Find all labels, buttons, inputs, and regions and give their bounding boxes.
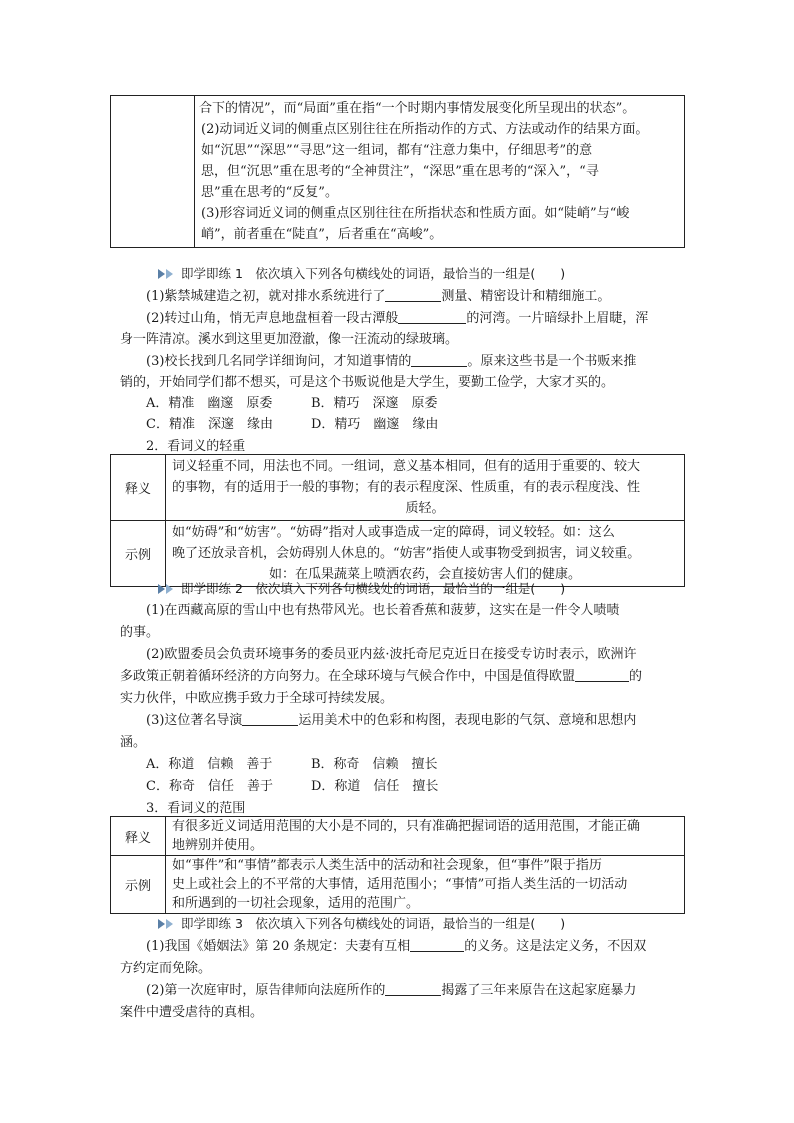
- example-line: 和所遇到的一切社会现象，适用的范围广。: [172, 896, 420, 911]
- arrow-marker-icon: [166, 584, 173, 594]
- definition-cell: [166, 455, 685, 521]
- table-line: 如“沉思”“深思”“寻思”这一组词，都有“注意力集中，仔细思考”的意: [201, 143, 593, 158]
- table-line: 思”重在思考的“反复”。: [201, 185, 338, 200]
- practice-1-sentence-2: (2)转过山角，悄无声息地盘桓着一段古潭般 的河湾。一片暗绿扑上眉睫，浑: [146, 311, 649, 326]
- practice-2-sentence-1: (1)在西藏高原的雪山中也有热带风光。也长着香蕉和菠萝，这实在是一件令人啧啧: [146, 603, 620, 618]
- section-3-heading: 3．看词义的范围: [146, 801, 246, 816]
- example-line: 如：在瓜果蔬菜上喷洒农药，会直接妨害人们的健康。: [268, 567, 581, 582]
- option-d[interactable]: D．称道 信任 擅长: [311, 779, 439, 794]
- answer-blank: [575, 668, 629, 682]
- example-line: 晚了还放录音机，会妨碍别人休息的。“妨害”指使人或事物受到损害，词义较重。: [172, 546, 641, 561]
- answer-blank: [398, 310, 466, 324]
- definition-label: 释义: [111, 455, 166, 521]
- practice-2-title: 即学即练 2 依次填入下列各句横线处的词语，最恰当的一组是( ): [158, 579, 565, 599]
- arrow-marker-icon: [166, 269, 173, 279]
- example-cell: [166, 521, 685, 587]
- answer-blank: [410, 938, 464, 952]
- section-2-heading: 2．看词义的轻重: [146, 439, 246, 454]
- table-empty-label-cell: [111, 96, 195, 248]
- arrow-marker-icon: [158, 269, 165, 279]
- word-scope-table: [110, 816, 685, 914]
- option-c[interactable]: C．称奇 信任 善于: [146, 779, 273, 794]
- definition-line: 有很多近义词适用范围的大小是不同的，只有准确把握词语的适用范围，才能正确: [172, 819, 641, 834]
- example-label: 示例: [111, 856, 166, 914]
- practice-3-sentence-1: (1)我国《婚姻法》第 20 条规定：夫妻有互相 的义务。这是法定义务，不因双: [146, 939, 647, 954]
- option-d[interactable]: D．精巧 幽邃 缘由: [311, 417, 439, 432]
- practice-3-title: 即学即练 3 依次填入下列各句横线处的词语，最恰当的一组是( ): [158, 914, 565, 934]
- example-label: 示例: [111, 521, 166, 587]
- practice-1-sentence-1: (1)紫禁城建造之初，就对排水系统进行了 测量、精密设计和精细施工。: [146, 289, 611, 304]
- practice-2-sentence-2-end: 实力伙伴，中欧应携手致力于全球可持续发展。: [120, 691, 394, 706]
- table-line: 峭”，前者重在“陡直”，后者重在“高峻”。: [201, 227, 443, 242]
- option-b[interactable]: B．称奇 信赖 擅长: [311, 757, 438, 772]
- table-content-cell: [195, 96, 685, 248]
- table-line: 合下的情况”，而“局面”重在指“一个时期内事情发展变化所呈现出的状态”。: [199, 101, 636, 116]
- practice-2-options-row-2: [146, 777, 438, 797]
- practice-2-sentence-1-cont: 的事。: [120, 625, 160, 640]
- example-line: 如“事件”和“事情”都表示人类生活中的活动和社会现象，但“事件”限于指历: [172, 858, 602, 873]
- practice-3-sentence-2-cont: 案件中遭受虐待的真相。: [120, 1005, 264, 1020]
- arrow-marker-icon: [166, 919, 173, 929]
- table-line: (3)形容词近义词的侧重点区别往往在所指状态和性质方面。如“陡峭”与“峻: [201, 206, 630, 221]
- practice-2-sentence-3: (3)这位著名导演 运用美术中的色彩和构图，表现电影的气氛、意境和思想内: [146, 713, 637, 728]
- definition-cell: [166, 817, 685, 856]
- answer-blank: [411, 353, 467, 367]
- example-line: 如“妨碍”和“妨害”。“妨碍”指对人或事造成一定的障碍，词义较轻。如：这么: [172, 525, 615, 540]
- option-b[interactable]: B．精巧 深邃 原委: [311, 396, 438, 411]
- practice-3-sentence-1-cont: 方约定而免除。: [120, 961, 212, 976]
- arrow-marker-icon: [158, 584, 165, 594]
- option-c[interactable]: C．精准 深邃 缘由: [146, 417, 273, 432]
- practice-1-options-row-2: [146, 415, 438, 435]
- table-line: (2)动词近义词的侧重点区别往往在所指动作的方式、方法或动作的结果方面。: [201, 122, 649, 137]
- answer-blank: [242, 712, 298, 726]
- table-line: 思，但“沉思”重在思考的“全神贯注”，“深思”重在思考的“深入”，“寻: [201, 164, 599, 179]
- example-line: 史上或社会上的不平常的大事情，适用范围小；“事情”可指人类生活的一切活动: [172, 877, 628, 892]
- practice-1-title: 即学即练 1 依次填入下列各句横线处的词语，最恰当的一组是( ): [158, 264, 565, 284]
- example-cell: [166, 856, 685, 914]
- definition-line: 地辨别并使用。: [172, 838, 264, 853]
- practice-2-sentence-2: (2)欧盟委员会负责环境事务的委员亚内兹·波托奇尼克近日在接受专访时表示，欧洲许: [146, 647, 637, 662]
- answer-blank: [385, 288, 441, 302]
- word-weight-table: [110, 454, 685, 587]
- arrow-marker-icon: [158, 919, 165, 929]
- answer-blank: [385, 982, 441, 996]
- practice-3-sentence-2: (2)第一次庭审时，原告律师向法庭所作的 揭露了三年来原告在这起家庭暴力: [146, 983, 637, 998]
- practice-1-sentence-3: (3)校长找到几名同学详细询问，才知道事情的 。原来这些书是一个书贩来推: [146, 354, 637, 369]
- definition-line: 的事物，有的适用于一般的事物；有的表示程度深、性质重，有的表示程度浅、性: [172, 480, 641, 495]
- option-a[interactable]: A．称道 信赖 善于: [146, 757, 273, 772]
- definition-line: 质轻。: [405, 501, 445, 516]
- practice-2-sentence-3-cont: 涵。: [120, 735, 147, 750]
- practice-1-sentence-3-cont: 销的，开始同学们都不想买，可是这个书贩说他是大学生，要勤工俭学，大家才买的。: [120, 375, 615, 390]
- option-a[interactable]: A．精准 幽邃 原委: [146, 396, 273, 411]
- practice-2-sentence-2-cont: 多政策正朝着循环经济的方向努力。在全球环境与气候合作中，中国是值得欧盟 的: [120, 669, 643, 684]
- practice-1-sentence-2-cont: 身一阵清凉。溪水到这里更加澄澈，像一汪流动的绿玻璃。: [120, 332, 459, 347]
- practice-2-options-row-1: [146, 755, 438, 775]
- practice-1-options-row-1: [146, 394, 438, 414]
- definition-line: 词义轻重不同，用法也不同。一组词，意义基本相同，但有的适用于重要的、较大: [172, 459, 641, 474]
- definition-label: 释义: [111, 817, 166, 856]
- continued-explanation-table: [110, 95, 685, 248]
